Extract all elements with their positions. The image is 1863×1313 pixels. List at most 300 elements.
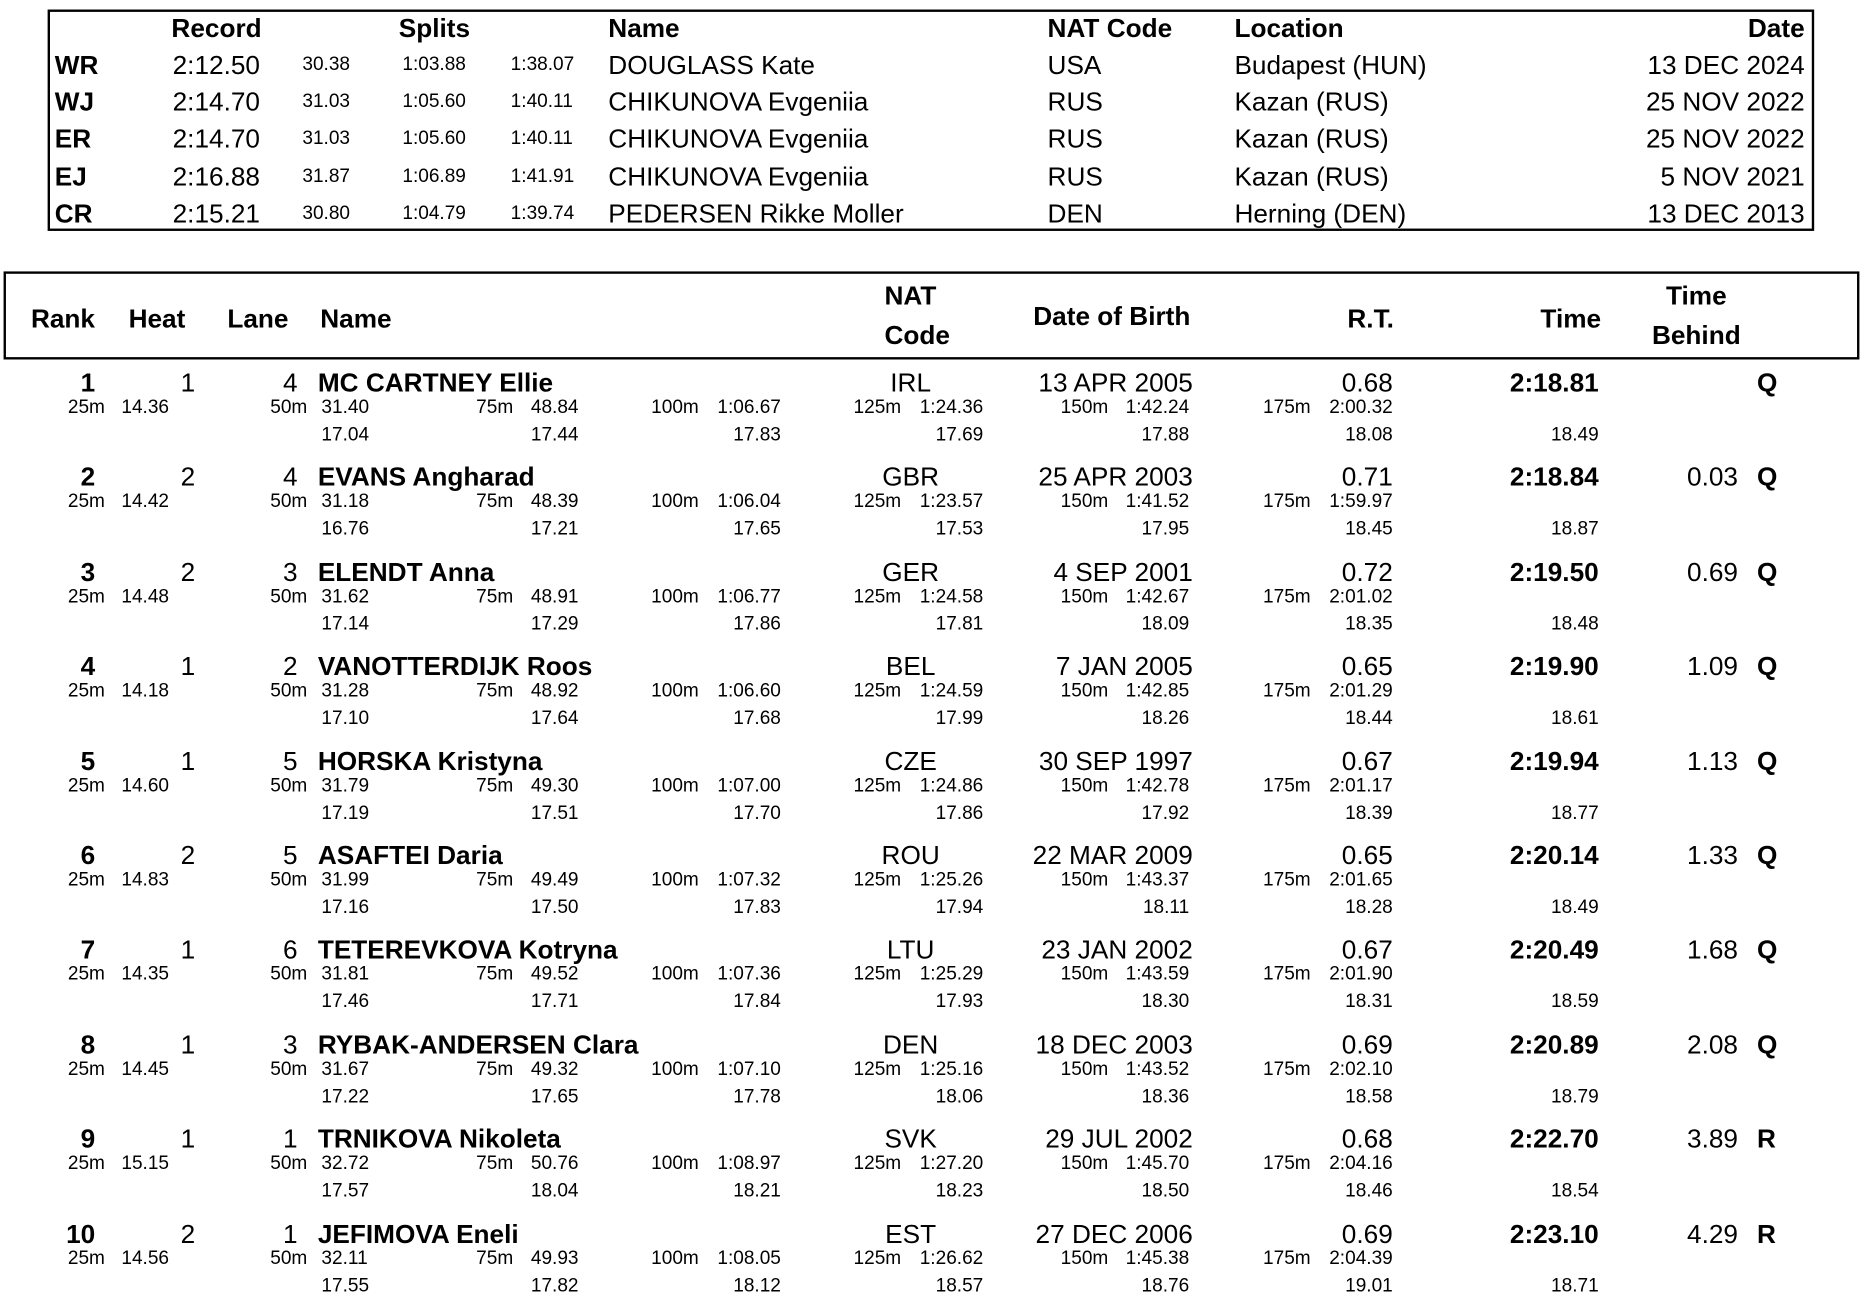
heat: 2 [180,1218,196,1249]
split-label-175m: 175m [1263,1059,1311,1080]
reaction-time: 0.71 [1341,462,1393,493]
record-code: WJ [54,87,95,117]
lap-175m: 18.58 [1345,1086,1393,1107]
lap-75m: 17.44 [530,424,579,446]
col-name: Name [608,13,680,43]
result-row [0,1218,1863,1312]
lap-125m: 17.86 [935,803,984,824]
record-split-100: 1:06.89 [402,166,466,187]
split-150m: 1:42.67 [1125,586,1190,607]
split-label-175m: 175m [1263,681,1311,702]
split-label-125m: 125m [853,586,902,607]
split-label-150m: 150m [1060,870,1109,891]
lap-150m: 17.95 [1141,519,1190,540]
col-splits: Splits [398,13,471,43]
split-125m: 1:25.26 [919,870,984,891]
lap-175m: 18.08 [1345,424,1393,446]
split-label-125m: 125m [853,681,902,702]
split-175m: 2:01.65 [1329,870,1393,891]
lap-100m: 17.70 [733,803,781,824]
split-50m: 31.62 [321,586,370,607]
lap-175m: 18.44 [1345,708,1393,729]
lap-50m: 17.10 [321,708,370,729]
col-lane: Lane [227,303,289,334]
record-row [0,87,1863,124]
time-behind: 1.09 [1687,651,1738,682]
split-150m: 1:45.38 [1125,1248,1190,1269]
split-label-75m: 75m [476,964,514,985]
split-label-125m: 125m [853,1153,902,1174]
split-50m: 31.79 [321,775,370,796]
record-split-100: 1:05.60 [402,91,466,113]
record-date: 13 DEC 2024 [1647,49,1805,80]
lap-75m: 17.51 [530,803,579,824]
nat-code: GER [882,556,940,587]
record-split-50: 31.03 [302,129,351,150]
split-label-75m: 75m [476,492,514,513]
lap-100m: 17.83 [733,897,781,918]
record-location: Herning (DEN) [1234,198,1407,229]
split-125m: 1:25.16 [919,1059,984,1080]
lane: 2 [283,651,298,682]
split-label-125m: 125m [853,964,902,985]
split-label-100m: 100m [651,397,699,418]
date-of-birth: 29 JUL 2002 [1045,1123,1193,1154]
col-name: Name [320,303,392,334]
lane: 4 [283,462,298,493]
split-175m: 2:04.39 [1329,1248,1393,1269]
split-label-50m: 50m [270,397,308,418]
final-time: 2:20.14 [1509,840,1599,871]
split-25m: 15.15 [121,1153,170,1174]
result-row [0,462,1863,556]
nat-code: IRL [890,367,932,398]
lap-75m: 17.64 [530,708,579,729]
split-50m: 31.18 [321,492,370,513]
date-of-birth: 25 APR 2003 [1038,462,1193,493]
split-label-175m: 175m [1263,492,1311,513]
lap-75m: 17.71 [530,992,579,1013]
heat: 2 [180,462,196,493]
split-label-75m: 75m [476,397,514,418]
split-label-25m: 25m [67,397,105,418]
rank: 5 [80,745,96,776]
heat: 1 [180,745,196,776]
lap-200m: 18.71 [1551,1275,1599,1296]
split-label-50m: 50m [270,1059,308,1080]
final-time: 2:18.84 [1509,462,1599,493]
record-split-150: 1:40.11 [510,91,573,113]
lane: 6 [283,934,298,965]
split-75m: 48.91 [530,586,579,607]
split-125m: 1:25.29 [919,964,984,985]
split-label-50m: 50m [270,1248,308,1269]
nat-code: LTU [886,934,935,965]
date-of-birth: 7 JAN 2005 [1055,651,1193,682]
result-row [0,1029,1863,1123]
col-location: Location [1234,13,1344,43]
record-nat: RUS [1047,124,1103,155]
result-row [0,935,1863,1029]
split-label-125m: 125m [853,775,902,796]
result-row [0,651,1863,745]
split-label-150m: 150m [1060,586,1109,607]
qualification-mark: Q [1757,556,1778,587]
lap-100m: 18.12 [733,1275,781,1296]
split-label-100m: 100m [651,681,699,702]
split-label-25m: 25m [67,681,105,702]
rank: 8 [80,1029,96,1060]
lap-175m: 18.46 [1345,1181,1393,1202]
record-nat: RUS [1047,87,1103,117]
lap-100m: 17.86 [733,614,781,635]
heat: 1 [180,651,196,682]
split-125m: 1:27.20 [919,1153,984,1174]
split-75m: 50.76 [530,1153,579,1174]
split-label-50m: 50m [270,775,308,796]
split-75m: 49.30 [530,775,579,796]
time-behind: 4.29 [1687,1218,1738,1249]
record-time: 2:15.21 [172,198,260,229]
final-time: 2:19.90 [1509,651,1599,682]
split-label-125m: 125m [853,1059,902,1080]
split-75m: 49.93 [530,1248,579,1269]
record-holder-name: CHIKUNOVA Evgeniia [608,161,869,192]
reaction-time: 0.65 [1341,840,1393,871]
result-row [0,1124,1863,1218]
athlete-name: VANOTTERDIJK Roos [317,651,593,682]
split-label-50m: 50m [270,1153,308,1174]
nat-code: CZE [884,745,937,776]
heat: 1 [180,934,196,965]
nat-code: SVK [884,1123,937,1154]
record-holder-name: CHIKUNOVA Evgeniia [608,124,869,155]
split-150m: 1:41.52 [1125,492,1190,513]
split-75m: 48.84 [530,397,579,418]
reaction-time: 0.68 [1341,367,1393,398]
lane: 5 [283,745,298,776]
record-split-100: 1:05.60 [402,129,466,150]
col-rank: Rank [30,303,95,334]
nat-code: DEN [882,1029,939,1060]
rank: 7 [80,934,96,965]
lap-50m: 17.22 [321,1086,370,1107]
record-nat: RUS [1047,161,1103,192]
lap-200m: 18.61 [1551,708,1599,729]
lane: 3 [283,1029,298,1060]
split-label-175m: 175m [1263,870,1311,891]
time-behind: 1.68 [1687,934,1738,965]
split-25m: 14.56 [121,1248,170,1269]
lap-125m: 18.06 [935,1086,984,1107]
reaction-time: 0.65 [1341,651,1393,682]
lap-100m: 17.65 [733,519,781,540]
lap-150m: 18.30 [1141,992,1190,1013]
rank: 3 [80,556,96,587]
final-time: 2:18.81 [1509,367,1599,398]
split-25m: 14.36 [121,397,170,418]
lap-100m: 18.21 [733,1181,781,1202]
split-label-75m: 75m [476,1248,514,1269]
final-time: 2:19.94 [1509,745,1599,776]
lap-125m: 18.23 [935,1181,984,1202]
record-split-100: 1:04.79 [402,203,466,224]
record-time: 2:16.88 [172,161,260,192]
lap-200m: 18.77 [1551,803,1599,824]
lap-75m: 17.29 [530,614,579,635]
reaction-time: 0.67 [1341,745,1393,776]
time-behind: 0.69 [1687,556,1738,587]
split-label-100m: 100m [651,1153,699,1174]
qualification-mark: Q [1757,651,1778,682]
split-label-125m: 125m [853,870,902,891]
record-split-100: 1:03.88 [402,54,466,75]
rank: 6 [80,840,96,871]
lap-100m: 17.68 [733,708,781,729]
record-nat: USA [1047,49,1102,80]
split-label-100m: 100m [651,1248,699,1269]
qualification-mark: Q [1757,462,1778,493]
heat: 1 [180,1029,196,1060]
record-location: Kazan (RUS) [1234,87,1389,117]
split-50m: 31.28 [321,681,370,702]
nat-code: GBR [882,462,940,493]
split-150m: 1:42.24 [1125,397,1190,418]
split-175m: 2:01.02 [1329,586,1393,607]
split-label-25m: 25m [67,870,105,891]
split-150m: 1:43.52 [1125,1059,1190,1080]
lap-200m: 18.49 [1551,424,1599,446]
heat: 2 [180,840,196,871]
split-label-175m: 175m [1263,397,1311,418]
nat-code: BEL [885,651,936,682]
date-of-birth: 27 DEC 2006 [1035,1218,1193,1249]
qualification-mark: Q [1757,1029,1778,1060]
split-label-75m: 75m [476,775,514,796]
record-holder-name: DOUGLASS Kate [608,49,815,80]
lap-125m: 17.53 [935,519,984,540]
lap-150m: 18.11 [1142,897,1190,918]
split-label-50m: 50m [270,586,308,607]
lap-100m: 17.84 [733,992,781,1013]
reaction-time: 0.72 [1341,556,1393,587]
split-125m: 1:24.36 [919,397,984,418]
lap-50m: 17.55 [321,1275,370,1296]
record-location: Budapest (HUN) [1234,49,1427,80]
heat: 1 [180,367,196,398]
record-code: EJ [54,161,87,192]
record-nat: DEN [1047,198,1103,229]
split-label-175m: 175m [1263,1153,1311,1174]
time-behind: 3.89 [1687,1123,1738,1154]
split-150m: 1:43.37 [1125,870,1190,891]
split-label-150m: 150m [1060,1248,1109,1269]
lane: 1 [283,1218,298,1249]
lap-125m: 18.57 [935,1275,984,1296]
record-holder-name: PEDERSEN Rikke Moller [608,198,904,229]
col-date: Date [1747,13,1805,43]
date-of-birth: 23 JAN 2002 [1041,934,1193,965]
split-175m: 1:59.97 [1329,492,1393,513]
lap-125m: 17.99 [935,708,984,729]
record-time: 2:14.70 [172,87,260,117]
qualification-mark: R [1757,1123,1776,1154]
rank: 4 [80,651,96,682]
split-label-25m: 25m [67,1059,105,1080]
lane: 5 [283,840,298,871]
date-of-birth: 22 MAR 2009 [1032,840,1193,871]
split-25m: 14.18 [121,681,170,702]
split-label-100m: 100m [651,775,699,796]
split-175m: 2:01.29 [1329,681,1393,702]
lap-150m: 17.88 [1141,424,1190,446]
reaction-time: 0.69 [1341,1218,1393,1249]
athlete-name: MC CARTNEY Ellie [317,367,554,398]
split-label-50m: 50m [270,681,308,702]
split-150m: 1:42.85 [1125,681,1190,702]
record-split-50: 31.03 [302,91,351,113]
record-holder-name: CHIKUNOVA Evgeniia [608,87,869,117]
result-row [0,840,1863,934]
record-code: WR [54,49,99,80]
split-100m: 1:08.05 [717,1248,781,1269]
reaction-time: 0.69 [1341,1029,1393,1060]
split-125m: 1:24.59 [919,681,984,702]
reaction-time: 0.67 [1341,934,1393,965]
lane: 1 [283,1123,298,1154]
athlete-name: TRNIKOVA Nikoleta [317,1123,561,1154]
split-50m: 31.81 [321,964,370,985]
record-code: CR [54,198,93,229]
split-175m: 2:01.17 [1329,775,1393,796]
lap-175m: 18.28 [1345,897,1393,918]
split-label-75m: 75m [476,1153,514,1174]
lap-75m: 17.50 [530,897,579,918]
split-150m: 1:45.70 [1125,1153,1190,1174]
record-location: Kazan (RUS) [1234,161,1389,192]
record-row [0,199,1863,236]
record-date: 25 NOV 2022 [1645,87,1805,117]
record-date: 5 NOV 2021 [1660,161,1805,192]
result-row [0,746,1863,840]
lane: 4 [283,367,298,398]
time-behind: 1.33 [1687,840,1738,871]
split-75m: 49.32 [530,1059,579,1080]
record-row [0,161,1863,198]
split-175m: 2:01.90 [1329,964,1393,985]
split-100m: 1:07.00 [717,775,781,796]
record-split-150: 1:41.91 [510,166,575,187]
lap-175m: 18.45 [1345,519,1393,540]
lap-100m: 17.83 [733,424,781,446]
rank: 9 [80,1123,96,1154]
qualification-mark: Q [1757,934,1778,965]
split-label-100m: 100m [651,492,699,513]
split-100m: 1:07.32 [717,870,781,891]
split-125m: 1:26.62 [919,1248,984,1269]
record-date: 13 DEC 2013 [1647,198,1805,229]
lap-50m: 17.16 [321,897,370,918]
split-175m: 2:04.16 [1329,1153,1393,1174]
split-175m: 2:00.32 [1329,397,1393,418]
lap-200m: 18.49 [1551,897,1599,918]
athlete-name: HORSKA Kristyna [317,745,543,776]
heat: 2 [180,556,196,587]
athlete-name: TETEREVKOVA Kotryna [317,934,618,965]
col-nat-code: Code [884,320,950,350]
qualification-mark: Q [1757,840,1778,871]
split-label-75m: 75m [476,586,514,607]
split-25m: 14.45 [121,1059,170,1080]
final-time: 2:19.50 [1509,556,1599,587]
record-time: 2:14.70 [172,124,260,155]
lap-200m: 18.87 [1551,519,1599,540]
split-label-125m: 125m [853,1248,902,1269]
col-reaction-time: R.T. [1347,303,1394,334]
split-label-25m: 25m [67,1248,105,1269]
split-125m: 1:24.58 [919,586,984,607]
athlete-name: JEFIMOVA Eneli [317,1218,519,1249]
split-50m: 31.40 [321,397,370,418]
lap-50m: 17.14 [321,614,370,635]
split-175m: 2:02.10 [1329,1059,1393,1080]
qualification-mark: Q [1757,367,1778,398]
qualification-mark: Q [1757,745,1778,776]
col-heat: Heat [128,303,186,334]
split-label-100m: 100m [651,964,699,985]
split-label-175m: 175m [1263,1248,1311,1269]
split-50m: 32.72 [321,1153,370,1174]
time-behind: 2.08 [1687,1029,1738,1060]
col-nat: NAT [884,280,937,311]
lap-75m: 17.82 [530,1275,579,1296]
split-label-150m: 150m [1060,681,1109,702]
lap-200m: 18.48 [1551,614,1599,635]
col-nat-code: NAT Code [1047,13,1173,43]
heat: 1 [180,1123,196,1154]
lap-175m: 19.01 [1345,1275,1393,1296]
split-label-25m: 25m [67,586,105,607]
split-25m: 14.83 [121,870,170,891]
time-behind: 1.13 [1687,745,1738,776]
time-behind: 0.03 [1687,462,1738,493]
split-100m: 1:06.67 [717,397,781,418]
qualification-mark: R [1757,1218,1776,1249]
lap-150m: 17.92 [1141,803,1190,824]
lap-125m: 17.69 [935,424,984,446]
lap-50m: 16.76 [321,519,370,540]
record-split-150: 1:39.74 [510,203,575,224]
athlete-name: RYBAK-ANDERSEN Clara [317,1029,639,1060]
split-25m: 14.60 [121,775,170,796]
nat-code: ROU [881,840,940,871]
athlete-name: ELENDT Anna [317,556,495,587]
lane: 3 [283,556,298,587]
split-75m: 49.49 [530,870,579,891]
split-label-25m: 25m [67,775,105,796]
lap-125m: 17.93 [935,992,984,1013]
lap-150m: 18.26 [1141,708,1190,729]
rank: 2 [80,462,96,493]
record-date: 25 NOV 2022 [1645,124,1805,155]
lap-100m: 17.78 [733,1086,781,1107]
split-label-175m: 175m [1263,586,1311,607]
record-split-150: 1:40.11 [510,129,573,150]
col-time: Time [1540,303,1602,334]
split-label-50m: 50m [270,870,308,891]
date-of-birth: 30 SEP 1997 [1038,745,1193,776]
reaction-time: 0.68 [1341,1123,1393,1154]
